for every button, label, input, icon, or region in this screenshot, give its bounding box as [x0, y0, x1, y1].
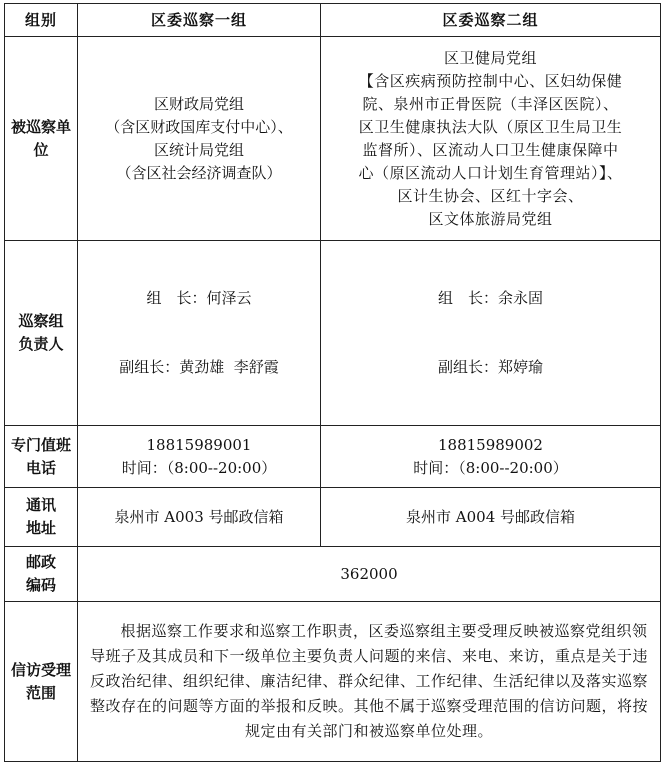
group2-leader-line: 副组长：郑婷瑜: [437, 358, 543, 376]
inspection-info-table: [4, 3, 661, 762]
scope-text: 根据巡察工作要求和巡察工作职责，区委巡察组主要受理反映被巡察党组织领导班子及其成员和下一级单位主要负责人问题的来信、来电、来访，重点是关于违反政治纪律、组织纪律、廉洁纪律、群众纪律、工作纪律、生活纪律以及落实巡察整改存在的问题等方面的举报和反映。其他不属于巡察受理范围的信访问题，将按规定由有关部门和被巡察单位处理。: [78, 602, 661, 762]
leaders-label: [5, 241, 78, 426]
leaders-row: [5, 241, 661, 426]
group2-phone-hours: 时间：（8:00--20:00）: [413, 458, 568, 477]
group1-leader-line: 组 长：何泽云: [146, 289, 252, 307]
address-label: [5, 488, 78, 547]
header-row: [5, 4, 661, 37]
address-label-text: 通讯地址: [25, 496, 56, 537]
group1-unit-line: 区统计局党组: [153, 140, 244, 159]
group2-unit-line: 区卫健局党组: [443, 48, 537, 67]
group2-leaders: [321, 241, 661, 426]
group2-unit-line: 区计生协会、区红十字会、: [397, 186, 584, 205]
group2-unit-line: 区文体旅游局党组: [428, 209, 553, 228]
group1-leaders: [78, 241, 321, 426]
phone-label-text: 专门值班电话: [10, 435, 71, 477]
group2-unit-line: 【含区疾病预防控制中心、区妇幼保健: [358, 71, 623, 90]
col-header-group1: 区委巡察一组: [78, 4, 321, 37]
phone-row: [5, 426, 661, 488]
col-header-group: 组别: [5, 4, 78, 37]
group1-units: [78, 37, 321, 241]
postcode-row: [5, 547, 661, 602]
group2-unit-line: 心（原区流动人口计划生育管理站）】、: [358, 163, 623, 182]
group1-unit-line: 区财政局党组: [153, 94, 244, 113]
group2-unit-line: 院、泉州市正骨医院（丰泽区医院）、: [362, 94, 619, 113]
scope-label-text: 信访受理范围: [10, 660, 71, 702]
scope-row: [5, 602, 661, 762]
group2-phone: [321, 426, 661, 488]
units-row: [5, 37, 661, 241]
address-row: [5, 488, 661, 547]
group1-phone-hours: 时间：（8:00--20:00）: [121, 458, 277, 477]
group2-unit-line: 监督所）、区流动人口卫生健康保障中: [362, 140, 619, 159]
group1-phone-number: 18815989001: [146, 435, 252, 454]
scope-label: [5, 602, 78, 762]
units-label-text: 被巡察单位: [11, 117, 72, 159]
postcode-value: 362000: [78, 547, 661, 602]
group2-leader-line: 组 长：余永固: [437, 289, 543, 307]
postcode-label-text: 邮政编码: [25, 553, 56, 594]
group1-address: 泉州市 A003 号邮政信箱: [78, 488, 321, 547]
phone-label: [5, 426, 78, 488]
group2-units: [321, 37, 661, 241]
col-header-group2: 区委巡察二组: [321, 4, 661, 37]
group1-phone: [78, 426, 321, 488]
group1-unit-line: （含区财政国库支付中心）、: [105, 117, 293, 136]
group1-unit-line: （含区社会经济调查队）: [116, 163, 282, 182]
group1-leader-line: 副组长：黄劲雄 李舒霞: [119, 358, 279, 376]
postcode-label: [5, 547, 78, 602]
group2-phone-number: 18815989002: [438, 435, 543, 454]
leaders-label-text: 巡察组负责人: [18, 312, 64, 353]
group2-address: 泉州市 A004 号邮政信箱: [321, 488, 661, 547]
group2-unit-line: 区卫生健康执法大队（原区卫生局卫生: [358, 117, 623, 136]
units-label: [5, 37, 78, 241]
